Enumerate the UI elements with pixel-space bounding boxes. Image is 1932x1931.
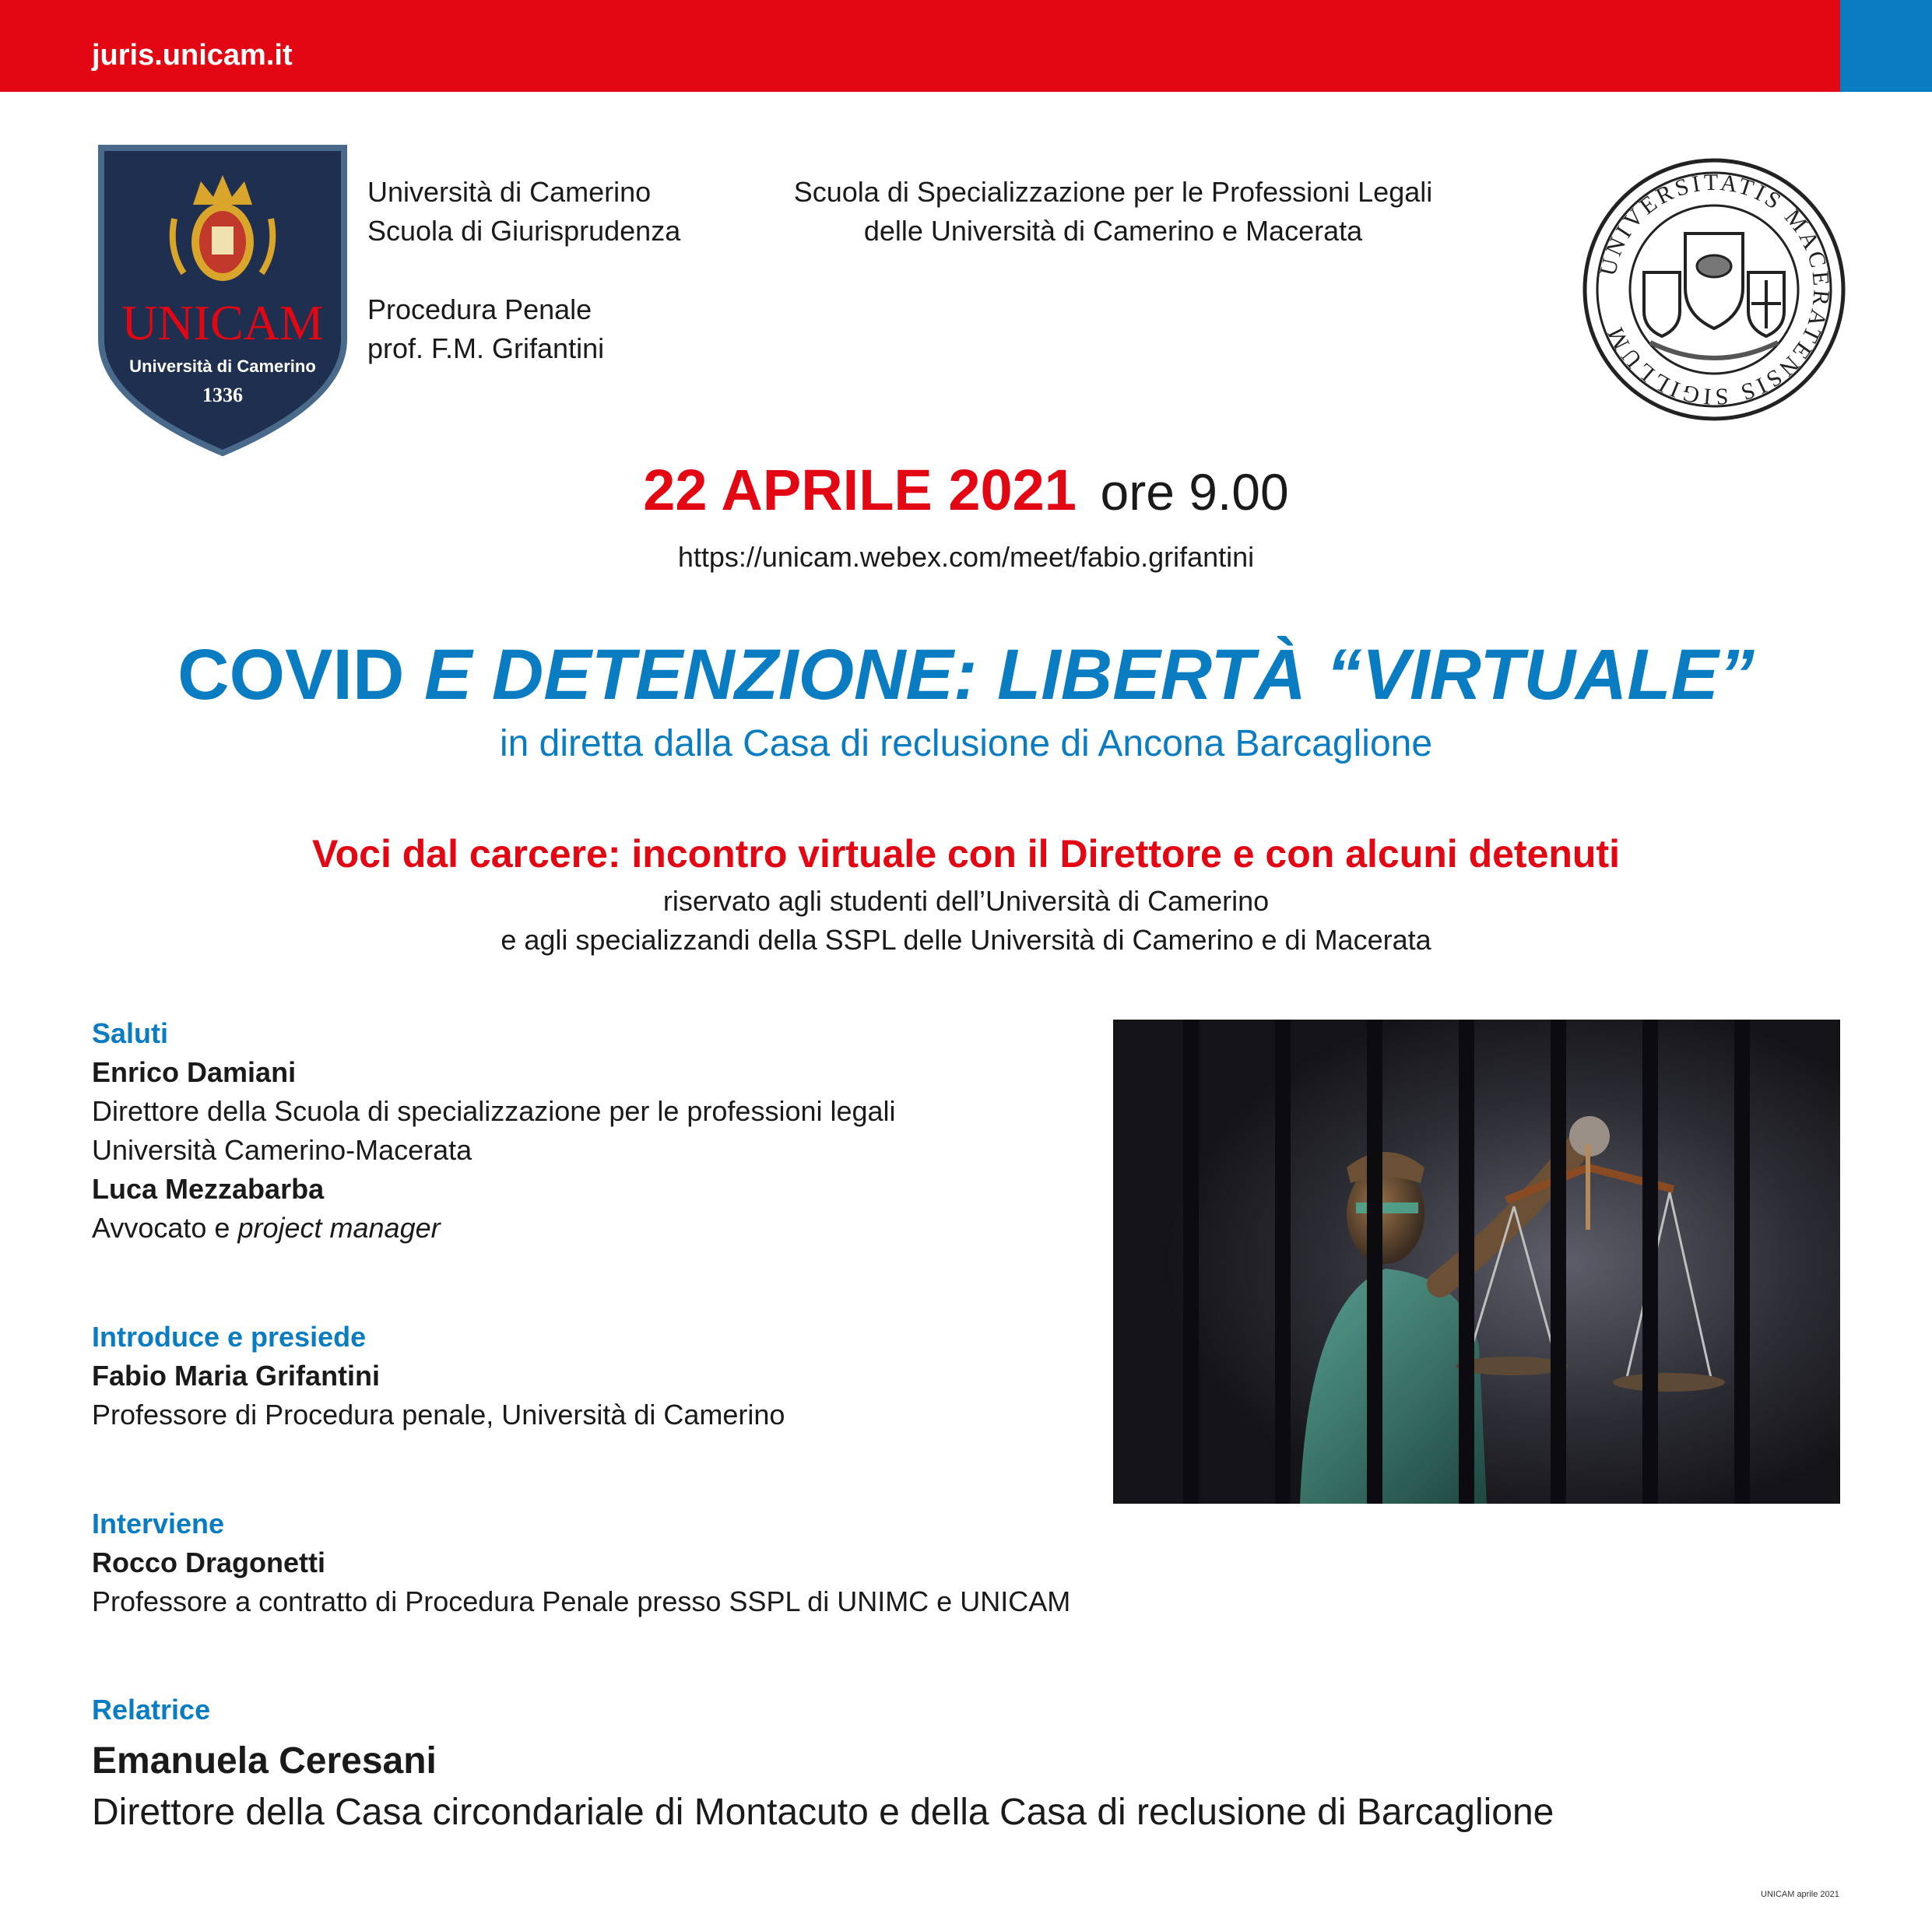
speaker-role-plain: Avvocato e — [92, 1212, 230, 1244]
speaker-role-italic: project manager — [237, 1212, 441, 1244]
course-professor: prof. F.M. Grifantini — [367, 332, 605, 364]
top-bar-accent — [1840, 0, 1932, 92]
speaker-role: Università Camerino-Macerata — [92, 1134, 472, 1166]
program-relatrice — [92, 1736, 1882, 1838]
footer-note: UNICAM aprile 2021 — [1761, 1890, 1839, 1899]
section-label: Saluti — [92, 1017, 169, 1049]
header-left-line: Scuola di Giurisprudenza — [367, 215, 681, 247]
header-left-line: Università di Camerino — [367, 176, 652, 208]
header-center — [747, 173, 1479, 251]
title-plain: COVID — [177, 635, 405, 714]
site-link[interactable]: juris.unicam.it — [92, 39, 293, 72]
speaker-role — [92, 1209, 1104, 1248]
course-name: Procedura Penale — [367, 293, 592, 325]
program-introduce — [92, 1318, 1104, 1434]
macerata-seal — [1580, 156, 1848, 423]
logo-year: 1336 — [202, 384, 243, 406]
event-date: 22 APRILE 2021 — [643, 458, 1077, 522]
logo-name: UNICAM — [121, 295, 324, 350]
section-label: Introduce e presiede — [92, 1321, 367, 1353]
event-date-line — [0, 455, 1932, 527]
speaker-name: Luca Mezzabarba — [92, 1173, 325, 1205]
logo-subtitle: Università di Camerino — [129, 356, 316, 376]
speaker-name: Enrico Damiani — [92, 1056, 297, 1088]
session-audience — [0, 882, 1932, 960]
header-center-line: delle Università di Camerino e Macerata — [863, 215, 1363, 247]
speaker-role: Professore di Procedura penale, Università di Camerino — [92, 1399, 785, 1431]
section-label: Relatrice — [92, 1694, 211, 1726]
program-interviene — [92, 1504, 1104, 1621]
header-left — [367, 173, 680, 251]
session-heading: Voci dal carcere: incontro virtuale con il Direttore e con alcuni detenuti — [311, 832, 1621, 876]
header-center-line: Scuola di Specializzazione per le Professioni Legali — [793, 176, 1433, 208]
event-subtitle: in diretta dalla Casa di reclusione di Ancona Barcaglione — [499, 723, 1433, 764]
event-time: ore 9.00 — [1100, 463, 1289, 521]
justice-bars-photo — [1113, 1020, 1840, 1504]
seal-inscription: UNIVERSITATIS MACERATENSIS SIGILLUM — [1595, 169, 1835, 410]
speaker-role: Professore a contratto di Procedura Penale presso SSPL di UNIMC e UNICAM — [92, 1585, 1071, 1617]
program-saluti — [92, 1014, 1104, 1248]
speaker-name: Emanuela Ceresani — [92, 1740, 437, 1782]
section-label: Interviene — [92, 1508, 225, 1540]
header-course — [367, 290, 604, 368]
audience-line: e agli specializzandi della SSPL delle Università di Camerino e di Macerata — [501, 924, 1431, 956]
speaker-name: Rocco Dragonetti — [92, 1547, 326, 1578]
speaker-role: Direttore della Casa circondariale di Montacuto e della Casa di reclusione di Barcaglione — [92, 1792, 1554, 1833]
title-italic: E DETENZIONE: LIBERTÀ “VIRTUALE” — [424, 635, 1755, 714]
program-relatrice-label — [92, 1691, 1104, 1729]
event-title — [0, 634, 1932, 716]
meeting-url[interactable]: https://unicam.webex.com/meet/fabio.grifantini — [677, 541, 1255, 573]
unicam-logo — [98, 145, 347, 456]
speaker-name: Fabio Maria Grifantini — [92, 1360, 381, 1392]
speaker-role: Direttore della Scuola di specializzazione per le professioni legali — [92, 1095, 896, 1127]
audience-line: riservato agli studenti dell’Università di Camerino — [662, 885, 1270, 917]
